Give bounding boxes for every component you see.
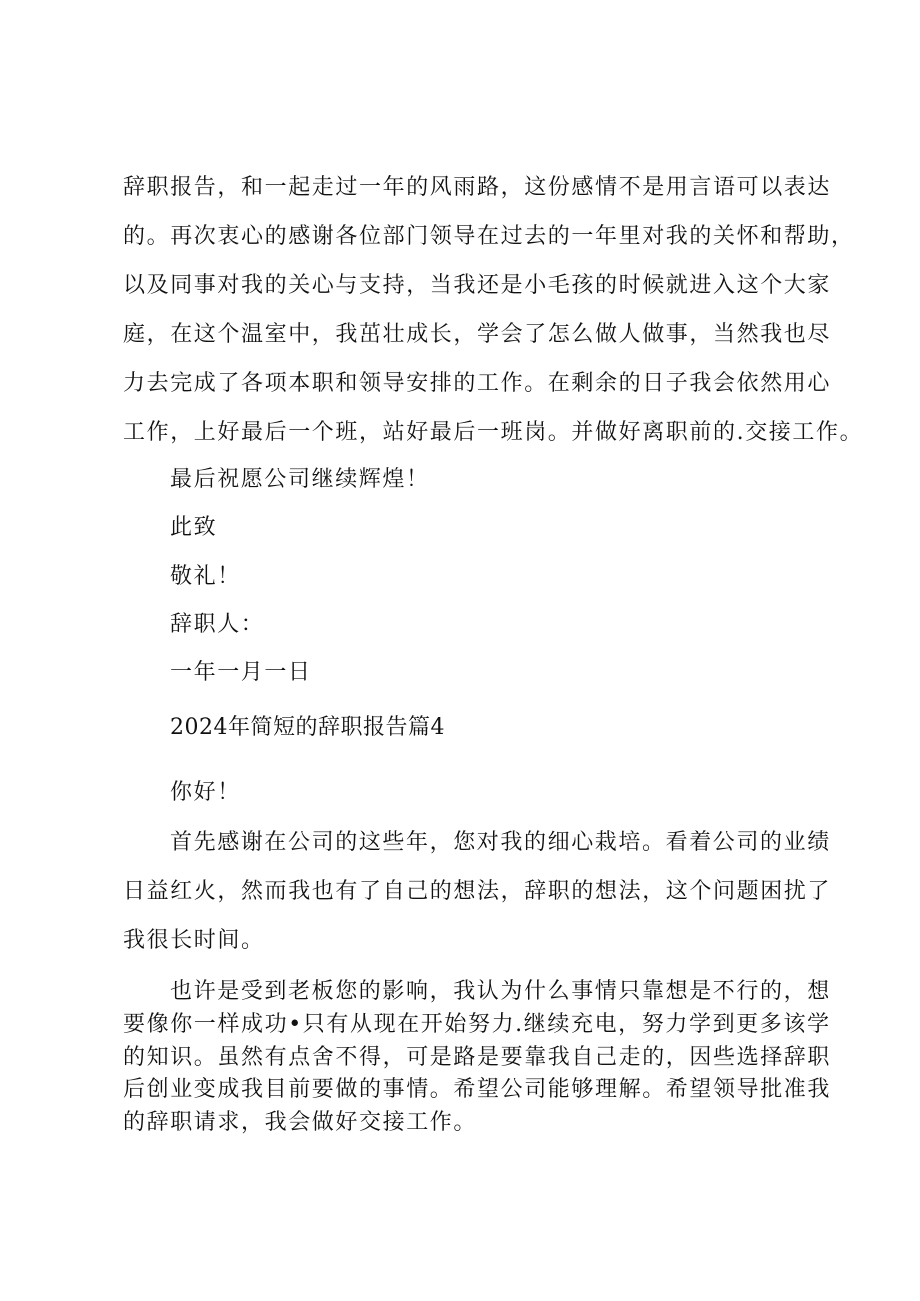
text-line: 的辞职请求，我会做好交接工作。	[123, 1110, 478, 1135]
text-line: 的。再次衷心的感谢各位部门领导在过去的一年里对我的关怀和帮助，	[123, 224, 855, 249]
text-line: 的知识。虽然有点舍不得，可是路是要靠我自己走的，因些选择辞职	[123, 1045, 832, 1070]
text-line: 要像你一样成功•只有从现在开始努力.继续充电，努力学到更多该学	[123, 1012, 831, 1037]
text-line: 辞职报告，和一起走过一年的风雨路，这份感情不是用言语可以表达	[123, 175, 832, 200]
text-line: 日益红火，然而我也有了自己的想法，辞职的想法，这个问题困扰了	[123, 879, 832, 904]
text-line: 工作，上好最后一个班，站好最后一班岗。并做好离职前的.交接工作。	[123, 420, 864, 445]
text-line: 力去完成了各项本职和领导安排的工作。在剩余的日子我会依然用心	[123, 371, 832, 396]
salutation-line-2: 敬礼！	[170, 564, 241, 589]
section-title: 2024年简短的辞职报告篇4	[170, 715, 445, 740]
salutation-line-1: 此致	[170, 515, 218, 540]
text-line: 首先感谢在公司的这些年，您对我的细心栽培。看着公司的业绩	[170, 830, 831, 855]
date-line: 一年一月一日	[170, 660, 312, 685]
text-line: 后创业变成我目前要做的事情。希望公司能够理解。希望领导批准我	[123, 1077, 832, 1102]
text-line: 庭，在这个温室中，我茁壮成长，学会了怎么做人做事，当然我也尽	[123, 322, 832, 347]
text-line: 以及同事对我的关心与支持，当我还是小毛孩的时候就进入这个大家	[123, 273, 832, 298]
greeting: 你好！	[170, 780, 241, 805]
text-line: 也许是受到老板您的影响，我认为什么事情只靠想是不行的，想	[170, 979, 831, 1004]
text-line: 我很长时间。	[123, 928, 265, 953]
closing-wish: 最后祝愿公司继续辉煌！	[170, 467, 430, 492]
signer-label: 辞职人：	[170, 612, 265, 637]
